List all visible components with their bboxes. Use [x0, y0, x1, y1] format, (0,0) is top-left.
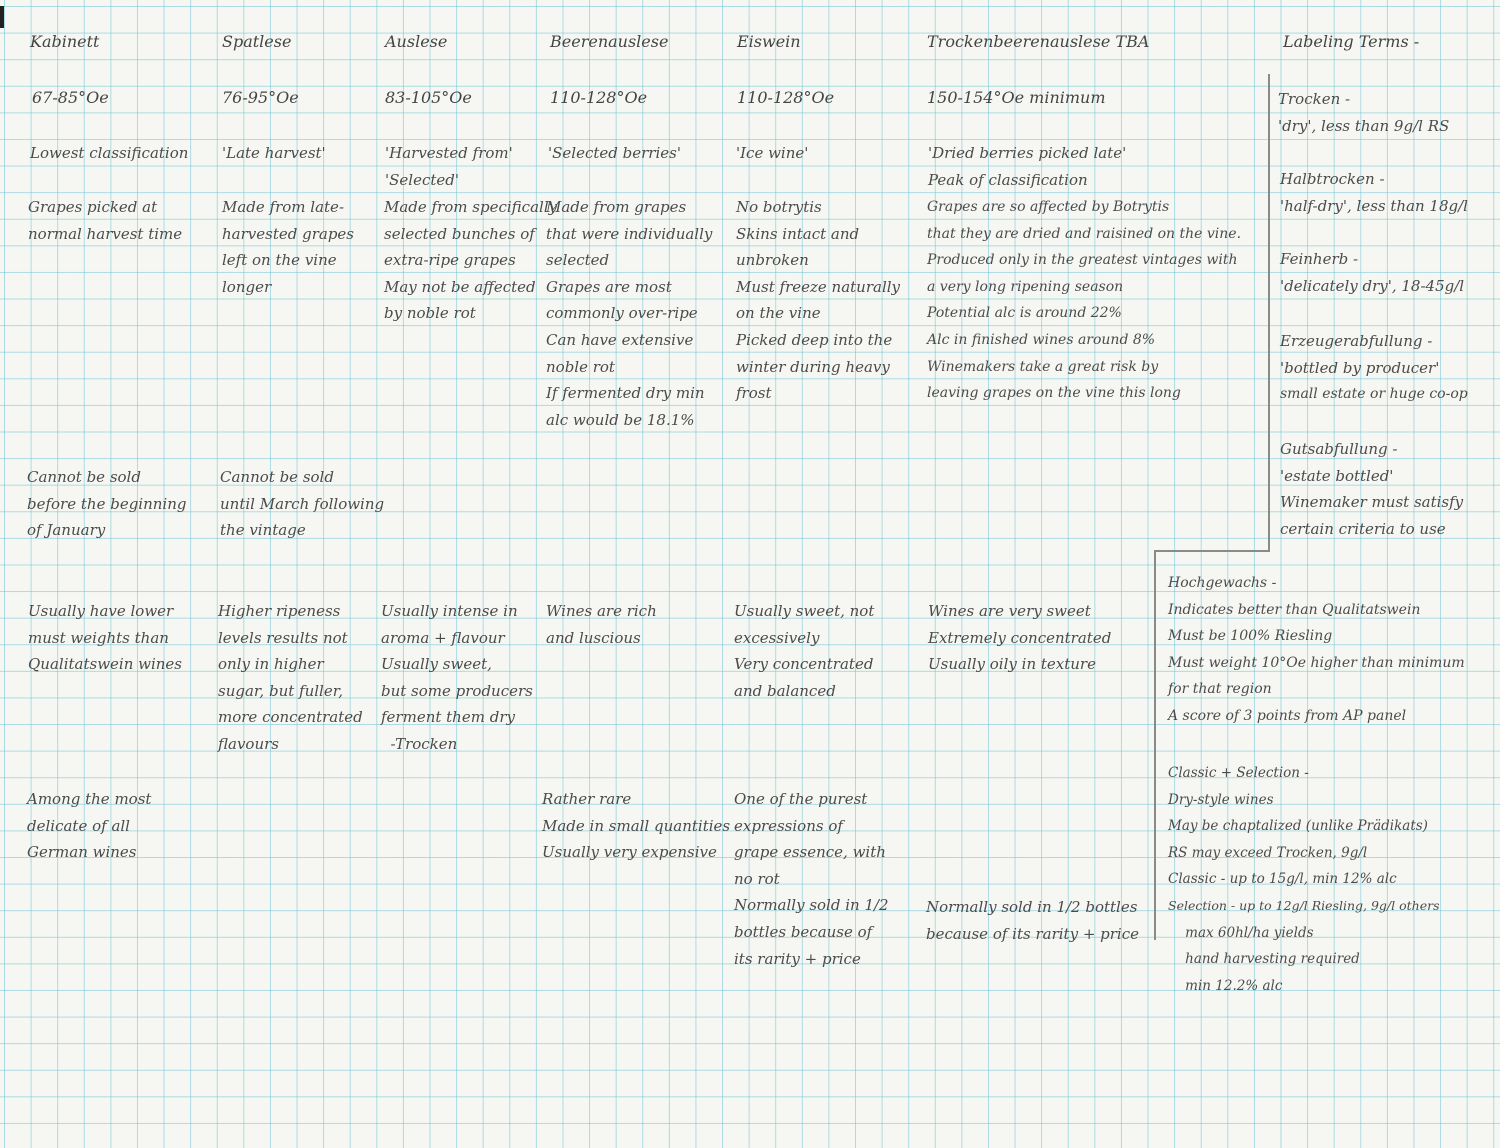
text-line: Usually very expensive: [542, 843, 717, 862]
spatlese-classification: [222, 140, 382, 167]
text-line: One of the purest: [734, 790, 868, 808]
text-line: only in higher: [218, 655, 324, 674]
text-line: extra-ripe grapes: [384, 251, 516, 270]
text-line: 'Ice wine': [736, 144, 809, 162]
text-line: noble rot: [546, 357, 615, 376]
text-line: Among the most: [27, 790, 152, 808]
text-line: 'half-dry', less than 18g/l: [1280, 196, 1468, 215]
text-line: 'Harvested from': [385, 144, 513, 162]
text-line: left on the vine: [222, 251, 337, 270]
text-line: 'Late harvest': [222, 144, 326, 162]
text-line: commonly over-ripe: [546, 304, 698, 323]
text-line: Higher ripeness: [218, 602, 341, 620]
text-line: Alc in finished wines around 8%: [927, 331, 1156, 348]
beerenauslese-description: [546, 194, 726, 433]
text-line: levels results not: [218, 628, 348, 647]
text-line: Wines are rich: [546, 602, 657, 620]
text-line: May not be affected: [384, 277, 536, 296]
text-line: aroma + flavour: [381, 628, 505, 647]
text-line: no rot: [734, 869, 780, 888]
beerenauslese-style: [546, 598, 726, 651]
must-spatlese: 76-95°Oe: [222, 88, 299, 107]
text-line: more concentrated: [218, 708, 363, 727]
text-line: 'bottled by producer': [1280, 358, 1440, 377]
spatlese-description: [222, 194, 382, 300]
must-beerenauslese: 110-128°Oe: [550, 88, 648, 107]
text-line: A score of 3 points from AP panel: [1168, 707, 1407, 724]
kabinett-classification: [30, 140, 210, 167]
text-line: for that region: [1168, 681, 1272, 698]
text-line: longer: [222, 277, 272, 296]
text-line: Usually sweet, not: [734, 602, 875, 620]
text-line: Wines are very sweet: [928, 602, 1091, 620]
text-line: 'Selected': [385, 170, 459, 189]
header-kabinett: Kabinett: [30, 32, 100, 51]
text-line: Usually oily in texture: [928, 655, 1096, 674]
text-line: that were individually: [546, 224, 713, 243]
text-line: Winemakers take a great risk by: [927, 358, 1159, 375]
term-gutsabfullung: [1280, 436, 1495, 542]
eiswein-classification: [736, 140, 916, 167]
auslese-description: [384, 194, 558, 327]
text-line: flavours: [218, 734, 279, 753]
text-line: 'delicately dry', 18-45g/l: [1280, 276, 1465, 295]
text-line: Halbtrocken -: [1280, 170, 1385, 188]
tba-notes: [926, 894, 1151, 947]
text-line: selected: [546, 251, 610, 270]
text-line: harvested grapes: [222, 224, 354, 243]
text-line: and balanced: [734, 681, 836, 700]
beerenauslese-notes: [542, 786, 731, 866]
must-eiswein: 110-128°Oe: [737, 88, 835, 107]
text-line: Picked deep into the: [736, 330, 893, 349]
text-line: normal harvest time: [28, 224, 183, 243]
text-line: Selection - up to 12g/l Riesling, 9g/l others: [1168, 897, 1440, 913]
auslese-classification: [385, 140, 545, 193]
text-line: Classic + Selection -: [1168, 765, 1309, 781]
text-line: min 12.2% alc: [1168, 977, 1283, 994]
text-line: Cannot be sold: [220, 468, 334, 486]
text-line: of January: [27, 521, 106, 540]
text-line: Normally sold in 1/2: [734, 896, 889, 915]
text-line: German wines: [27, 843, 137, 862]
text-line: -Trocken: [381, 734, 458, 753]
must-kabinett: 67-85°Oe: [32, 88, 109, 107]
kabinett-release: [27, 464, 212, 544]
text-line: its rarity + price: [734, 949, 861, 968]
text-line: sugar, but fuller,: [218, 681, 343, 700]
text-line: frost: [736, 384, 772, 403]
text-line: Usually intense in: [381, 602, 518, 620]
text-line: unbroken: [736, 251, 809, 270]
term-halbtrocken: [1280, 166, 1495, 219]
text-line: Must be 100% Riesling: [1168, 628, 1333, 645]
text-line: Made from specifically: [384, 198, 558, 216]
text-line: grape essence, with: [734, 843, 886, 862]
text-line: a very long ripening season: [927, 278, 1124, 295]
text-line: Can have extensive: [546, 330, 694, 349]
text-line: Erzeugerabfullung -: [1280, 332, 1433, 350]
text-line: Grapes picked at: [28, 198, 158, 216]
must-tba: 150-154°Oe minimum: [927, 88, 1106, 107]
text-line: Trocken -: [1278, 90, 1351, 108]
text-line: winter during heavy: [736, 357, 890, 376]
header-eiswein: Eiswein: [737, 32, 801, 51]
text-line: RS may exceed Trocken, 9g/l: [1168, 844, 1368, 861]
text-line: Must weight 10°Oe higher than minimum: [1168, 654, 1465, 671]
text-line: Very concentrated: [734, 655, 874, 674]
text-line: by noble rot: [384, 304, 476, 323]
text-line: small estate or huge co-op: [1280, 386, 1468, 403]
text-line: delicate of all: [27, 816, 130, 835]
text-line: Grapes are most: [546, 277, 672, 296]
text-line: before the beginning: [27, 494, 187, 513]
text-line: Usually sweet,: [381, 655, 492, 674]
text-line: Made from grapes: [546, 198, 687, 216]
term-erzeugerabfullung: [1280, 328, 1495, 408]
text-line: on the vine: [736, 304, 821, 323]
text-line: Feinherb -: [1280, 250, 1359, 268]
text-line: that they are dried and raisined on the vine.: [927, 225, 1242, 242]
term-feinherb: [1280, 246, 1495, 299]
term-hochgewachs: [1168, 570, 1488, 730]
page-edge-mark: [0, 6, 4, 28]
text-line: Cannot be sold: [27, 468, 141, 486]
eiswein-notes: [734, 786, 914, 972]
eiswein-description: [736, 194, 916, 407]
text-line: the vintage: [220, 521, 306, 540]
tba-classification: [928, 140, 1258, 193]
tba-style: [928, 598, 1148, 678]
text-line: Qualitatswein wines: [28, 655, 183, 674]
text-line: ferment them dry: [381, 708, 515, 727]
text-line: Indicates better than Qualitatswein: [1168, 601, 1421, 618]
text-line: 'Selected berries': [548, 144, 681, 162]
text-line: Usually have lower: [28, 602, 174, 620]
quality-box-border-left: [1154, 550, 1156, 940]
labeling-box-border-left: [1268, 74, 1270, 552]
text-line: but some producers: [381, 681, 533, 700]
kabinett-description: [28, 194, 213, 247]
text-line: until March following: [220, 494, 385, 513]
text-line: Rather rare: [542, 790, 632, 808]
text-line: Normally sold in 1/2 bottles: [926, 898, 1138, 916]
text-line: certain criteria to use: [1280, 519, 1446, 538]
header-spatlese: Spatlese: [222, 32, 292, 51]
tba-description: [927, 194, 1262, 407]
header-auslese: Auslese: [385, 32, 448, 51]
must-auslese: 83-105°Oe: [385, 88, 472, 107]
text-line: max 60hl/ha yields: [1168, 924, 1314, 941]
text-line: because of its rarity + price: [926, 924, 1140, 943]
text-line: bottles because of: [734, 922, 873, 941]
beerenauslese-classification: [548, 140, 728, 167]
text-line: Produced only in the greatest vintages with: [927, 252, 1238, 269]
text-line: expressions of: [734, 816, 843, 835]
spatlese-release: [220, 464, 385, 544]
text-line: Made from late-: [222, 198, 345, 216]
labeling-box-border-bottom: [1156, 550, 1270, 552]
header-labeling-terms: Labeling Terms -: [1283, 32, 1420, 51]
text-line: If fermented dry min: [546, 384, 705, 403]
text-line: Lowest classification: [30, 144, 189, 162]
text-line: No botrytis: [736, 198, 822, 216]
text-line: alc would be 18.1%: [546, 410, 695, 429]
text-line: hand harvesting required: [1168, 951, 1360, 968]
text-line: Gutsabfullung -: [1280, 440, 1398, 458]
auslese-style: [381, 598, 541, 758]
text-line: Dry-style wines: [1168, 791, 1274, 808]
text-line: Peak of classification: [928, 170, 1088, 189]
header-beerenauslese: Beerenauslese: [550, 32, 669, 51]
spatlese-style: [218, 598, 378, 758]
text-line: Hochgewachs -: [1168, 575, 1277, 591]
text-line: 'estate bottled': [1280, 466, 1394, 485]
header-tba: Trockenbeerenauslese TBA: [927, 32, 1150, 51]
text-line: Made in small quantities: [542, 816, 731, 835]
term-classic-selection: [1168, 760, 1493, 999]
text-line: excessively: [734, 628, 820, 647]
text-line: 'dry', less than 9g/l RS: [1278, 116, 1450, 135]
text-line: Must freeze naturally: [736, 277, 901, 296]
term-trocken: [1278, 86, 1493, 139]
text-line: Skins intact and: [736, 224, 860, 243]
text-line: leaving grapes on the vine this long: [927, 385, 1181, 402]
text-line: and luscious: [546, 628, 641, 647]
text-line: Potential alc is around 22%: [927, 305, 1122, 322]
text-line: must weights than: [28, 628, 169, 647]
text-line: Winemaker must satisfy: [1280, 493, 1464, 512]
eiswein-style: [734, 598, 914, 704]
text-line: Classic - up to 15g/l, min 12% alc: [1168, 871, 1397, 888]
text-line: Extremely concentrated: [928, 628, 1112, 647]
text-line: May be chaptalized (unlike Prädikats): [1168, 818, 1428, 835]
kabinett-notes: [27, 786, 212, 866]
text-line: selected bunches of: [384, 224, 535, 243]
text-line: 'Dried berries picked late': [928, 144, 1127, 162]
text-line: Grapes are so affected by Botrytis: [927, 199, 1170, 215]
kabinett-style: [28, 598, 213, 678]
